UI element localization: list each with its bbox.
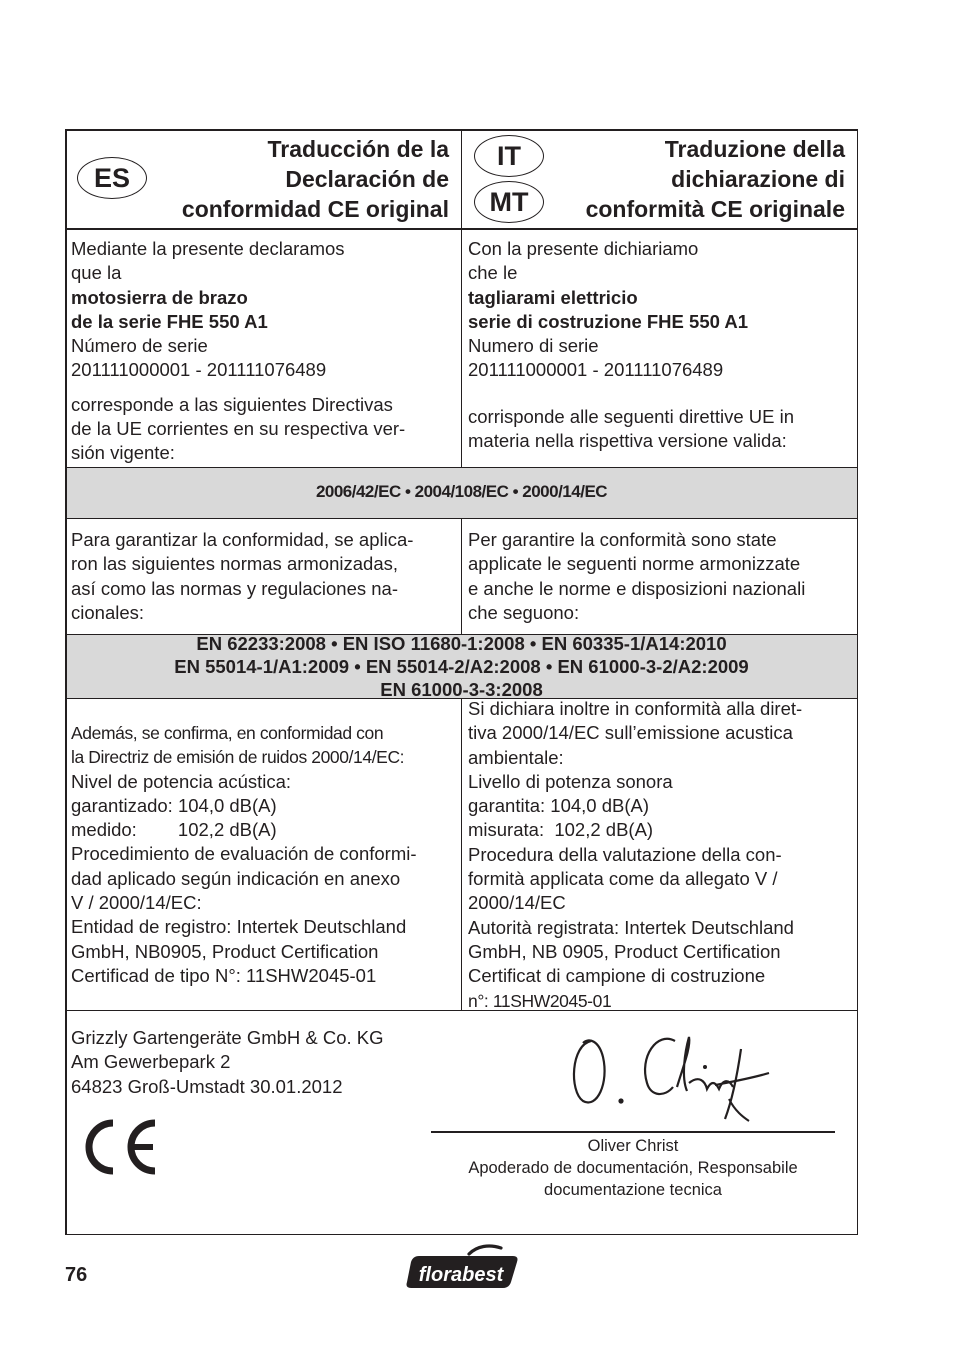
es-header-line-2: Declaración de [285,166,449,192]
it-header-line-3: conformità CE originale [585,196,845,222]
es-norms-line-1: Para garantizar la conformidad, se aplica- [71,529,414,550]
it-product-line-1: tagliarami elettricio [468,286,638,308]
signature-line [431,1131,835,1133]
it-noise-line-5: garantita: 104,0 dB(A) [468,795,649,817]
es-intro-line-1: Mediante la presente declaramos [71,238,345,259]
mt-language-badge: MT [474,181,544,223]
company-street: Am Gewerbepark 2 [71,1051,231,1073]
es-noise-line-10: GmbH, NB0905, Product Certification [71,940,379,962]
es-directives-line-3: sión vigente: [71,442,175,464]
es-product-line-2: de la serie FHE 550 A1 [71,310,268,332]
es-header-line-3: conformidad CE original [181,196,449,222]
it-intro-line-1: Con la presente dichiariamo [468,238,699,259]
florabest-logo [405,1244,521,1290]
it-noise-line-8: formità applicata come da allegato V / [468,868,778,890]
ce-mark-icon [79,1117,161,1177]
it-language-badge: IT [474,135,544,177]
company-address [71,1026,384,1099]
row-divider-directives-top [65,467,858,468]
signatory-role-it-2: documentazione tecnica [544,1181,722,1199]
company-name: Grizzly Gartengeräte GmbH & Co. KG [71,1027,384,1048]
es-noise-line-3: Nivel de potencia acústica: [71,770,292,792]
it-noise-line-10: Autorità registrata: Intertek Deutschland [468,916,794,938]
es-intro-line-2: que la [71,262,122,284]
it-header-line-2: dichiarazione di [671,166,845,192]
it-norms-line-1: Per garantire la conformità sono state [468,529,777,550]
es-norms-line-2: ron las siguientes normas armonizadas, [71,553,398,575]
es-noise-line-4: garantizado: 104,0 dB(A) [71,794,277,816]
directives-list: 2006/42/EC • 2004/108/EC • 2000/14/EC [315,482,608,501]
es-noise-line-11: Certificad de tipo N°: 11SHW2045-01 [71,964,377,986]
page-number: 76 [65,1264,88,1286]
it-noise-line-12: Certificat di campione di costruzione [468,965,766,987]
it-declaration [468,237,794,453]
it-norms-line-3: e anche le norme e disposizioni nazionali [468,577,806,599]
company-city-date: 64823 Groß-Umstadt 30.01.2012 [71,1075,343,1097]
it-serial-label: Numero di serie [468,335,599,357]
it-directives-line-2: materia nella rispettiva versione valida: [468,430,787,452]
es-serial-range: 201111000001 - 201111076489 [71,359,327,381]
es-directives-line-1: corresponde a las siguientes Directivas [71,393,393,415]
it-norms-intro [468,528,805,625]
column-divider-1 [461,129,463,467]
logo-text: florabest [418,1264,504,1286]
es-header-line-1: Traducción de la [267,136,449,162]
table-border-bottom [65,1234,858,1236]
signature-image [565,1027,775,1127]
it-noise-section [468,697,802,1013]
it-noise-line-13: n°: 11SHW2045-01 [468,990,612,1011]
it-noise-line-7: Procedura della valutazione della con- [468,843,782,865]
it-header-line-1: Traduzione della [664,136,845,162]
es-noise-line-9: Entidad de registro: Intertek Deutschland [71,916,407,938]
signatory-role-it-1: Responsabile [697,1159,798,1177]
es-directives-line-2: de la UE corrientes en su respectiva ver- [71,418,406,440]
it-norms-line-2: applicate le seguenti norme armonizzate [468,553,801,575]
it-serial-range: 201111000001 - 201111076489 [468,359,724,381]
signatory-role-es: Apoderado de documentación, [468,1159,694,1177]
es-noise-line-7: dad aplicado según indicación en anexo [71,867,401,889]
es-declaration [71,237,405,466]
it-norms-line-4: che seguono: [468,601,580,623]
column-divider-2 [461,519,463,634]
es-serial-label: Número de serie [71,335,208,357]
it-noise-line-6: misurata: 102,2 dB(A) [468,819,654,841]
es-noise-line-5: medido: 102,2 dB(A) [71,819,277,841]
es-noise-section [71,721,417,988]
es-noise-line-6: Procedimiento de evaluación de conformi- [71,843,417,865]
es-noise-line-1: Además, se confirma, en conformidad con [71,723,384,743]
it-noise-line-3: ambientale: [468,746,564,768]
es-language-badge: ES [77,157,147,199]
es-header-title [155,134,449,224]
it-noise-line-4: Livello di potenza sonora [468,770,673,792]
column-divider-3 [461,699,463,1010]
it-noise-line-11: GmbH, NB 0905, Product Certification [468,940,781,962]
it-product-line-2: serie di costruzione FHE 550 A1 [468,310,748,332]
it-noise-line-2: tiva 2000/14/EC sull’emissione acustica [468,722,793,744]
it-header-title [550,134,845,224]
signatory-name: Oliver Christ [587,1137,679,1155]
it-intro-line-2: che le [468,262,518,284]
es-noise-line-8: V / 2000/14/EC: [71,892,202,914]
standards-line-3: EN 61000-3-3:2008 [380,679,543,700]
declaration-document [65,129,858,1235]
it-noise-line-1: Si dichiara inoltre in conformità alla diret- [468,698,803,719]
signatory-role [431,1157,835,1179]
it-directives-line-1: corrisponde alle seguenti direttive UE in [468,405,794,427]
standards-line-1: EN 62233:2008 • EN ISO 11680-1:2008 • EN 60335-1/A14:2010 [196,633,727,654]
it-noise-line-9: 2000/14/EC [468,892,566,914]
standards-line-2: EN 55014-1/A1:2009 • EN 55014-2/A2:2008 • EN 61000-3-2/A2:2009 [174,656,749,677]
es-product-line-1: motosierra de brazo [71,286,248,308]
es-norms-intro [71,528,413,625]
es-norms-line-3: así como las normas y regulaciones na- [71,577,398,599]
es-norms-line-4: cionales: [71,601,145,623]
es-noise-line-2: la Directriz de emisión de ruidos 2000/14/EC: [71,747,405,768]
